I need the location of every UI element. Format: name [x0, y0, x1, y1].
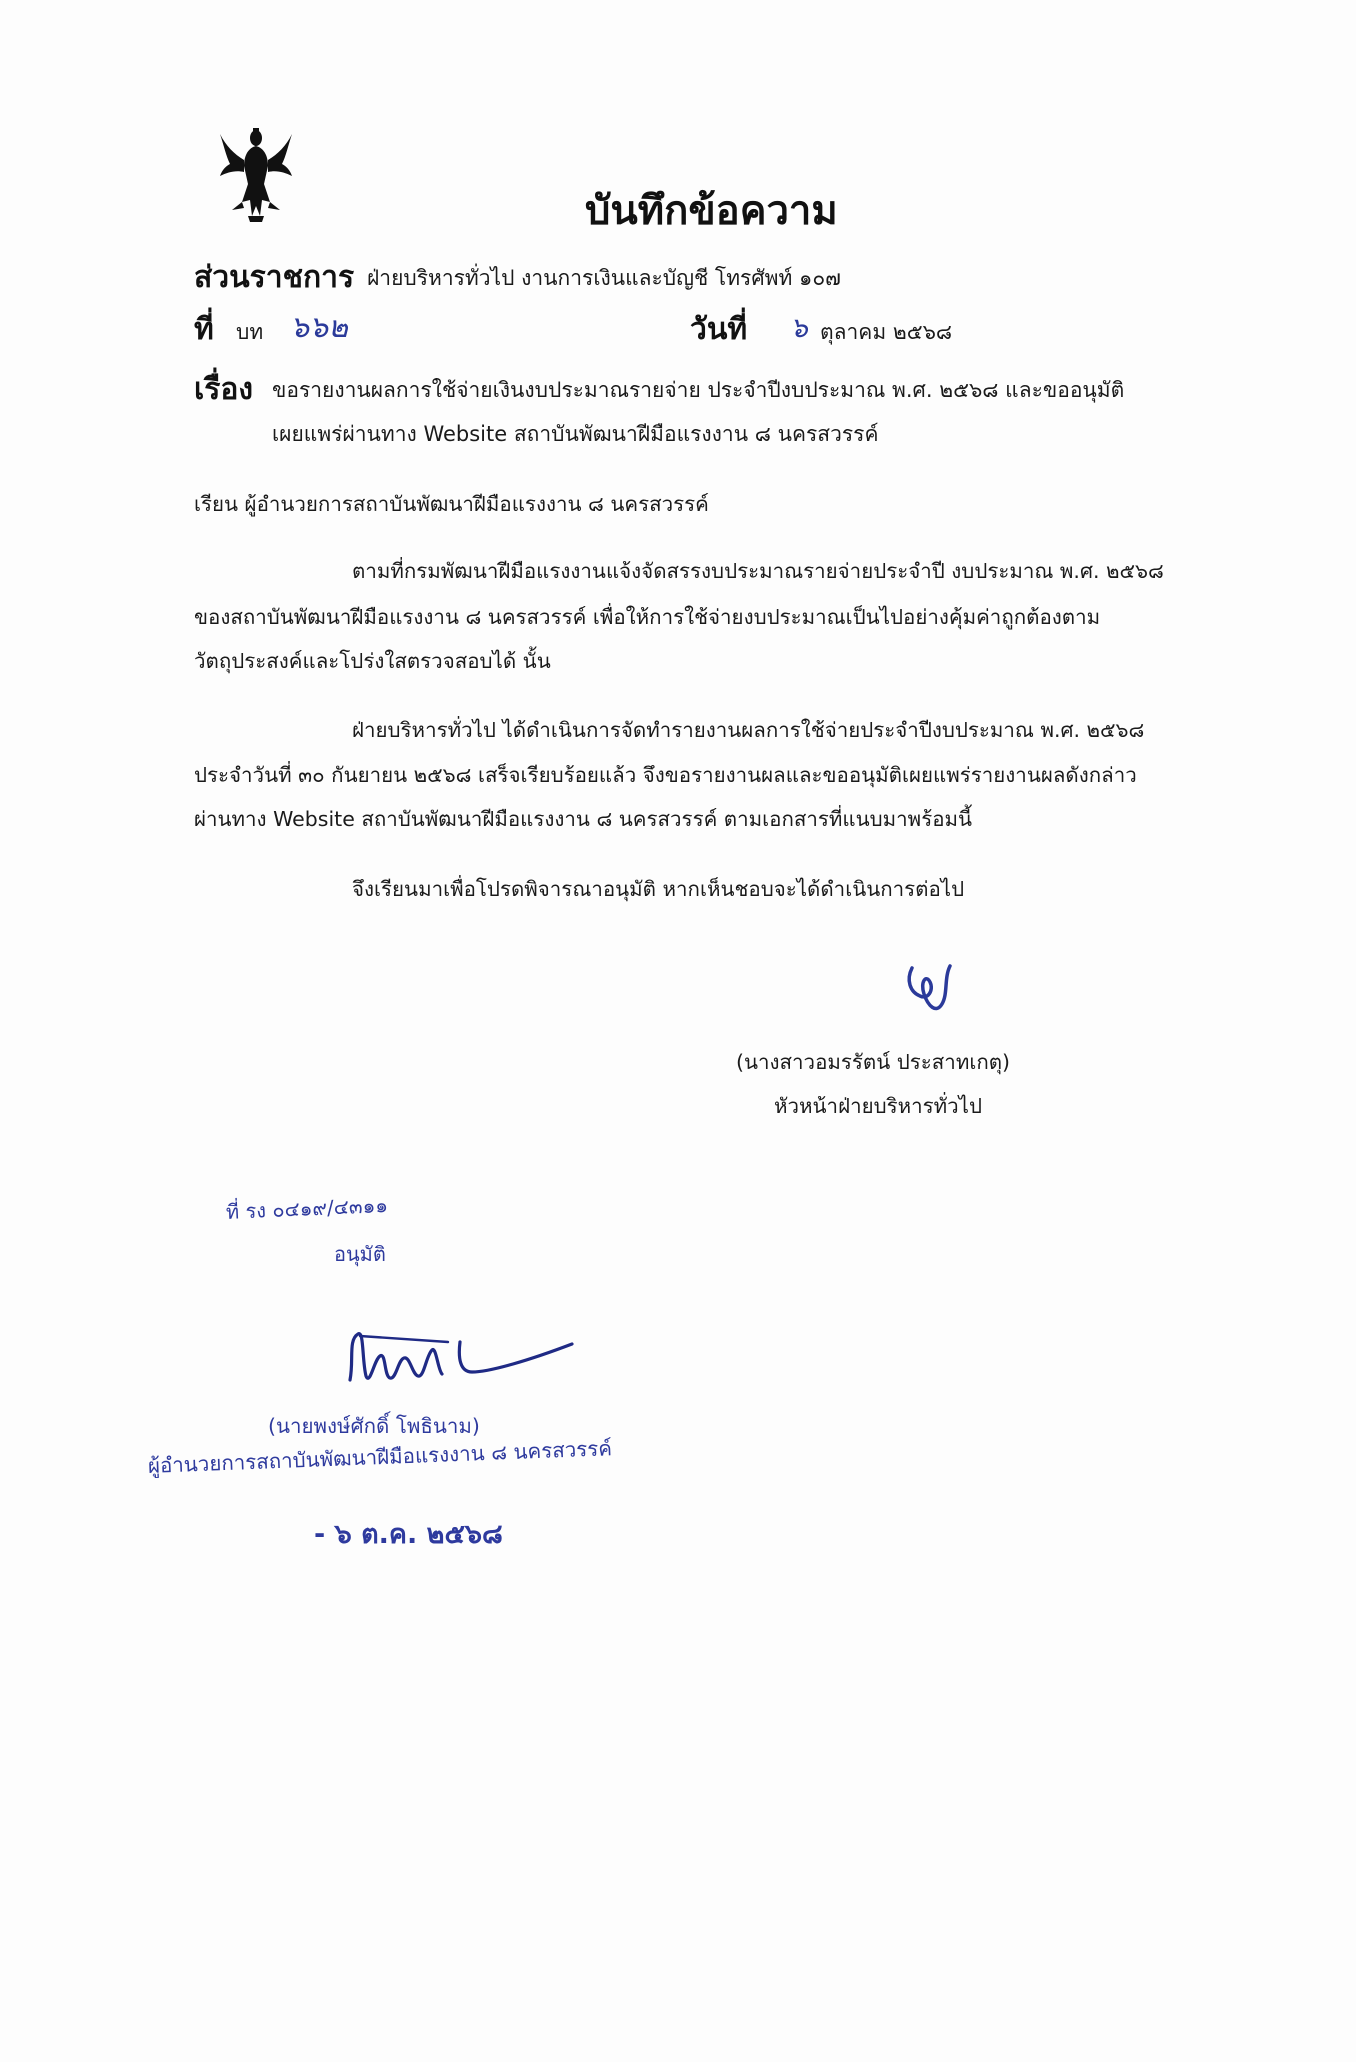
approver-position: ผู้อำนวยการสถาบันพัฒนาฝีมือแรงงาน ๘ นครสวรรค์ — [147, 1436, 613, 1478]
approval-word: อนุมัติ — [334, 1242, 386, 1266]
approver-name: (นายพงษ์ศักดิ์ โพธินาม) — [268, 1414, 480, 1438]
date-day-handwritten: ๖ — [790, 311, 808, 344]
approver-signature-mark — [340, 1320, 580, 1398]
signer-position: หัวหน้าฝ่ายบริหารทั่วไป — [774, 1094, 983, 1118]
salutation: เรียน ผู้อำนวยการสถาบันพัฒนาฝีมือแรงงาน ๘ นครสวรรค์ — [194, 492, 709, 516]
ref-number-handwritten: ๖๖๒ — [290, 310, 348, 345]
paragraph-1-line-1: ตามที่กรมพัฒนาฝีมือแรงงานแจ้งจัดสรรงบประมาณรายจ่ายประจำปี งบประมาณ พ.ศ. ๒๕๖๘ — [352, 559, 1164, 583]
paragraph-2-line-3: ผ่านทาง Website สถาบันพัฒนาฝีมือแรงงาน ๘ นครสวรรค์ ตามเอกสารที่แนบมาพร้อมนี้ — [194, 807, 973, 831]
paragraph-1-line-2: ของสถาบันพัฒนาฝีมือแรงงาน ๘ นครสวรรค์ เพื่อให้การใช้จ่ายงบประมาณเป็นไปอย่างคุ้มค่าถูกต้องตาม — [194, 605, 1101, 629]
paragraph-2-line-2: ประจำวันที่ ๓๐ กันยายน ๒๕๖๘ เสร็จเรียบร้อยแล้ว จึงขอรายงานผลและขออนุมัติเผยแพร่รายงานผลดังกล่าว — [194, 763, 1137, 787]
approval-date-stamp: - ๖ ต.ค. ๒๕๖๘ — [314, 1519, 503, 1550]
agency-label: ส่วนราชการ — [194, 260, 355, 295]
subject-line-1: ขอรายงานผลการใช้จ่ายเงินงบประมาณรายจ่าย ประจำปีงบประมาณ พ.ศ. ๒๕๖๘ และขออนุมัติ — [272, 378, 1125, 402]
closing-line: จึงเรียนมาเพื่อโปรดพิจารณาอนุมัติ หากเห็นชอบจะได้ดำเนินการต่อไป — [352, 877, 965, 901]
paragraph-2-line-1: ฝ่ายบริหารทั่วไป ได้ดำเนินการจัดทำรายงานผลการใช้จ่ายประจำปีงบประมาณ พ.ศ. ๒๕๖๘ — [352, 718, 1145, 742]
subject-label: เรื่อง — [194, 372, 254, 407]
ref-prefix: บท — [236, 320, 264, 344]
date-label: วันที่ — [690, 312, 748, 347]
signature-1-mark — [900, 960, 960, 1030]
paragraph-1-line-3: วัตถุประสงค์และโปร่งใสตรวจสอบได้ นั้น — [194, 649, 551, 673]
ref-label: ที่ — [194, 312, 214, 347]
agency-value: ฝ่ายบริหารทั่วไป งานการเงินและบัญชี โทรศัพท์ ๑๐๗ — [367, 266, 841, 290]
garuda-emblem-icon — [218, 124, 294, 224]
approval-ref: ที่ รง ๐๔๑๙/๔๓๑๑ — [225, 1192, 389, 1224]
signer-name: (นางสาวอมรรัตน์ ประสาทเกตุ) — [736, 1050, 1011, 1074]
subject-line-2: เผยแพร่ผ่านทาง Website สถาบันพัฒนาฝีมือแรงงาน ๘ นครสวรรค์ — [272, 422, 879, 446]
date-rest: ตุลาคม ๒๕๖๘ — [820, 320, 953, 344]
memo-title: บันทึกข้อความ — [585, 188, 838, 234]
